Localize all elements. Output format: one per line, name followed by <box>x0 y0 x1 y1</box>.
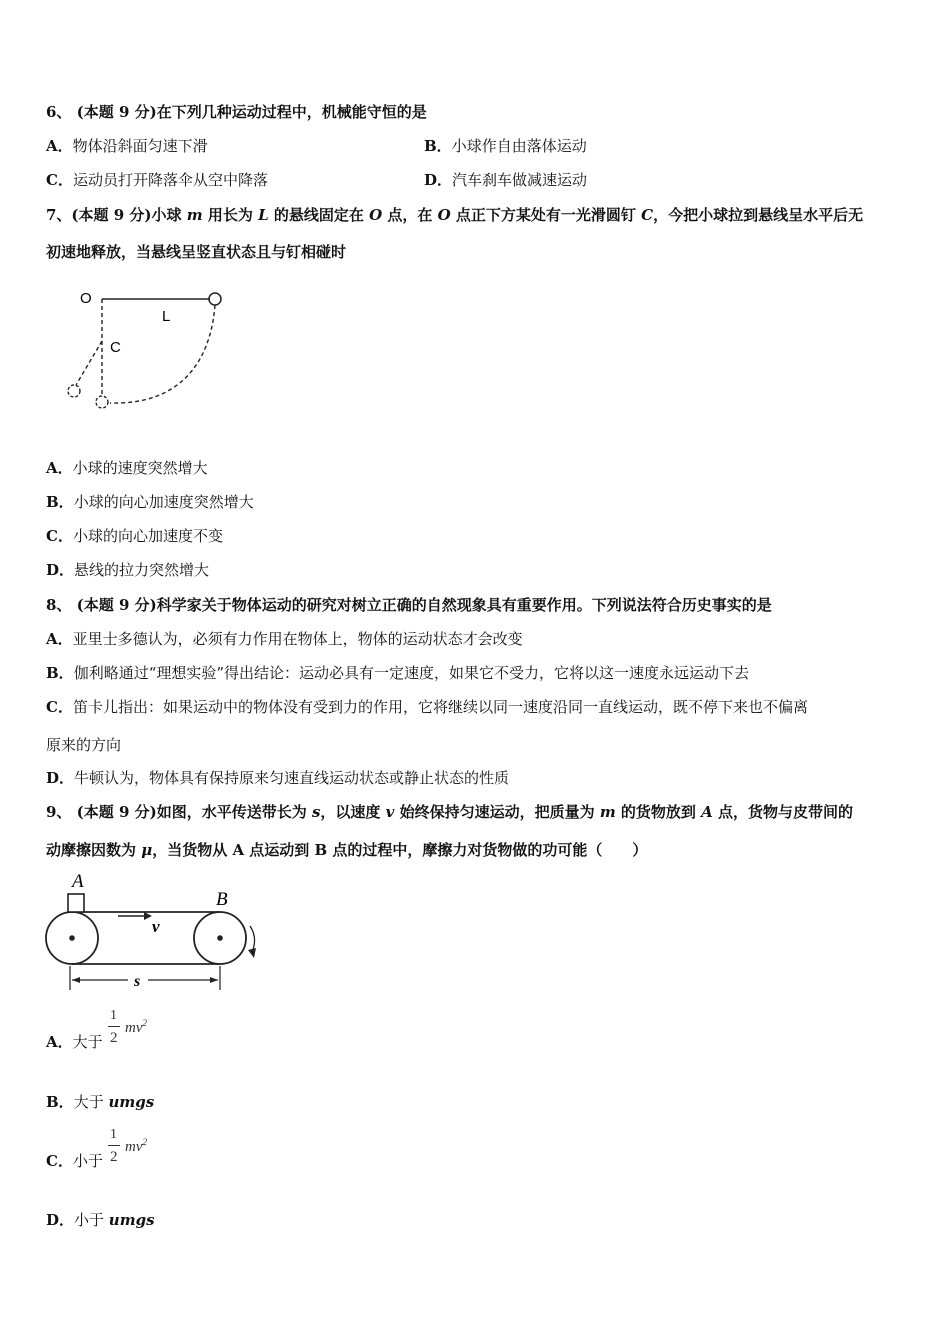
q6-option-d <box>424 170 587 190</box>
expr-c: $mv^2$ <box>125 1137 147 1155</box>
label-s: s <box>134 973 141 990</box>
q8-option-c-cont: 原来的方向 <box>46 736 122 754</box>
label-l: L <box>162 308 171 325</box>
option-label: A． <box>46 137 73 155</box>
option-text: 小球作自由落体运动 <box>451 137 587 155</box>
q6-option-c <box>46 170 588 190</box>
q7-stem-line2: 初速地释放，当悬线呈竖直状态且与钉相碰时 <box>46 243 347 261</box>
expr-a: $mv^2$ <box>125 1018 147 1036</box>
q9-stem-line1: 9、 (本题 9 分)如图，水平传送带长为 s，以速度 v 始终保持匀速运动，把质量为 m 的货物放到 A 点，货物与皮带间的 <box>46 803 854 821</box>
string-swing <box>76 341 102 385</box>
q7-option-b: B．小球的向心加速度突然增大 <box>46 493 254 511</box>
option-label: D． <box>424 171 453 189</box>
option-text: 运动员打开降落伞从空中降落 <box>72 171 268 189</box>
q8-option-a: A．亚里士多德认为，必须有力作用在物体上，物体的运动状态才会改变 <box>46 630 523 648</box>
option-text: 物体沿斜面匀速下滑 <box>72 137 208 155</box>
q7-option-d: D．悬线的拉力突然增大 <box>46 561 210 579</box>
label-c: C <box>110 339 121 356</box>
fraction-den-c: 2 <box>110 1149 118 1165</box>
q6-stem: 6、 (本题 9 分)在下列几种运动过程中，机械能守恒的是 <box>46 103 427 121</box>
label-o: O <box>80 290 92 307</box>
ball-bottom <box>96 396 108 408</box>
q6-option-a <box>46 136 587 156</box>
q8-option-b: B．伽利略通过“理想实验”得出结论：运动必具有一定速度，如果它不受力，它将以这一速度永远运动下去 <box>46 664 750 682</box>
pendulum-figure <box>60 283 240 418</box>
option-label: C． <box>46 171 73 189</box>
rotation-arrow <box>250 926 255 952</box>
q7-option-a: A．小球的速度突然增大 <box>46 459 208 477</box>
option-label: B． <box>424 137 452 155</box>
velocity-arrowhead <box>144 912 152 920</box>
q7-option-c: C．小球的向心加速度不变 <box>46 527 223 545</box>
q9-option-c: C．小于 <box>46 1152 103 1170</box>
q9-option-a: A．大于 <box>46 1033 103 1051</box>
q8-option-c: C．笛卡儿指出：如果运动中的物体没有受到力的作用，它将继续以同一速度沿同一直线运动，既不停下来也不偏离 <box>46 698 808 716</box>
rotation-arrowhead <box>248 948 256 958</box>
q8-stem: 8、 (本题 9 分)科学家关于物体运动的研究对树立正确的自然现象具有重要作用。下列说法符合历史事实的是 <box>46 596 772 614</box>
fraction-den-a: 2 <box>110 1030 118 1046</box>
q6-option-b <box>424 136 587 156</box>
axle-right <box>217 935 223 941</box>
cargo-block <box>68 894 84 912</box>
label-v: v <box>152 917 160 936</box>
fraction-bar-a <box>108 1026 120 1027</box>
q9-option-d: D．小于 umgs <box>46 1211 155 1229</box>
q7-stem-line1: 7、(本题 9 分)小球 m 用长为 L 的悬线固定在 O 点，在 O 点正下方某处有一光滑圆钉 C，今把小球拉到悬线呈水平后无 <box>46 206 864 224</box>
q9-stem-line2: 动摩擦因数为 μ，当货物从 A 点运动到 B 点的过程中，摩擦力对货物做的功可能（ ） <box>46 841 648 859</box>
conveyor-figure <box>40 868 270 993</box>
fraction-num-c: 1 <box>110 1127 117 1142</box>
fraction-bar-c <box>108 1145 120 1146</box>
q8-option-d: D．牛顿认为，物体具有保持原来匀速直线运动状态或静止状态的性质 <box>46 769 510 787</box>
ball-swing <box>68 385 80 397</box>
axle-left <box>69 935 75 941</box>
q9-option-b: B．大于 umgs <box>46 1093 155 1111</box>
option-text: 汽车刹车做减速运动 <box>452 171 588 189</box>
fraction-num-a: 1 <box>110 1008 117 1023</box>
label-a: A <box>72 871 84 892</box>
label-b: B <box>216 889 228 910</box>
ball-start <box>209 293 221 305</box>
